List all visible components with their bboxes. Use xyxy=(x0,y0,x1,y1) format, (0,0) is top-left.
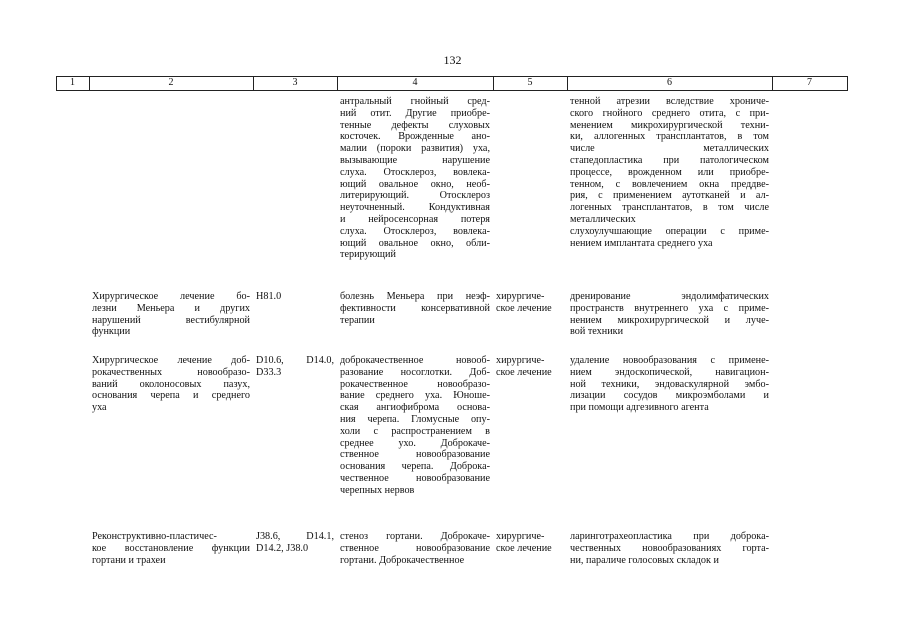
cell-line: ственное новообразование xyxy=(340,542,490,554)
cell-line: логенных трансплантатов, в том числе xyxy=(570,202,769,214)
cell-line: J38.6, D14.1, xyxy=(256,531,334,542)
cell-line: рия, с применением аутотканей и ал- xyxy=(570,190,769,202)
column-number: 1 xyxy=(70,77,75,88)
cell-line: уха xyxy=(92,402,107,414)
cell-line: среднее ухо. Доброкаче- xyxy=(340,437,490,449)
cell-line: менением микрохирургической техни- xyxy=(570,119,769,131)
cell-line: ского гнойного среднего отита, с при- xyxy=(570,107,769,119)
cell-line: нарушений вестибулярной xyxy=(92,314,250,326)
cell-line: хирургиче- xyxy=(496,291,545,302)
cell-line: антральный гнойный сред- xyxy=(340,96,490,107)
cell-line: основания черепа. Доброка- xyxy=(340,461,490,473)
cell-treatment-type xyxy=(496,355,564,379)
cell-line: Реконструктивно-пластичес- xyxy=(92,531,217,542)
cell-line: терапии xyxy=(340,314,375,326)
cell-procedure xyxy=(92,355,250,414)
cell-line: слуха. Отосклероз, вовлека- xyxy=(340,225,490,237)
column-number: 5 xyxy=(527,77,533,88)
cell-line: Хирургическое лечение бо- xyxy=(92,291,250,302)
cell-line: фективности консервативной xyxy=(340,302,490,314)
column-number: 7 xyxy=(807,77,812,88)
cell-line: ки, аллогенных трансплантатов, в том xyxy=(570,131,769,143)
cell-line: холи с распространением в xyxy=(340,425,490,437)
cell-icd-codes xyxy=(256,355,334,379)
table-header-bottom-rule xyxy=(56,90,848,91)
cell-line: литерирующий. Отосклероз xyxy=(340,190,490,202)
cell-line: лезни Меньера и других xyxy=(92,302,250,314)
cell-line: числе металлических xyxy=(570,143,769,155)
cell-line: D14.2, J38.0 xyxy=(256,542,309,554)
cell-line: разование носоглотки. Доб- xyxy=(340,366,490,378)
cell-line: ское лечение xyxy=(496,366,552,378)
cell-diagnosis xyxy=(340,531,490,566)
cell-line: нием эндоскопической, навигацион- xyxy=(570,366,769,378)
cell-method xyxy=(570,531,769,566)
cell-line: ларинготрахеопластика при доброка- xyxy=(570,531,769,542)
cell-line: кое восстановление функции xyxy=(92,542,250,554)
cell-line: ния черепа. Гломусные опу- xyxy=(340,413,490,425)
cell-line: тенные дефекты слуховых xyxy=(340,119,490,131)
cell-line: нением микрохирургической и луче- xyxy=(570,314,769,326)
cell-line: неуточненный. Кондуктивная xyxy=(340,202,490,214)
cell-line: ющий овальное окно, обли- xyxy=(340,237,490,249)
cell-line: гортани и трахеи xyxy=(92,554,166,566)
cell-line: терирующий xyxy=(340,249,396,261)
cell-line: вой техники xyxy=(570,326,624,338)
cell-line: стапедопластика при патологическом xyxy=(570,154,769,166)
cell-line: ной техники, эндоваскулярной эмбо- xyxy=(570,378,769,390)
column-number: 2 xyxy=(168,77,174,88)
cell-line: рокачественное новообразо- xyxy=(340,378,490,390)
column-number: 4 xyxy=(412,77,418,88)
cell-method xyxy=(570,291,769,338)
cell-line: и нейросенсорная потеря xyxy=(340,213,490,225)
cell-treatment-type xyxy=(496,531,564,555)
column-number: 3 xyxy=(292,77,298,88)
cell-line: чественное новообразование xyxy=(340,472,490,484)
cell-line: стеноз гортани. Доброкаче- xyxy=(340,531,490,542)
cell-procedure xyxy=(92,531,250,566)
cell-line: Хирургическое лечение доб- xyxy=(92,355,250,366)
cell-diagnosis xyxy=(340,96,490,261)
cell-line: чественных новообразованиях горта- xyxy=(570,542,769,554)
cell-line: ское лечение xyxy=(496,302,552,314)
column-number: 6 xyxy=(667,77,672,88)
cell-line: вызывающие нарушение xyxy=(340,154,490,166)
cell-line: D33.3 xyxy=(256,366,282,378)
cell-method xyxy=(570,355,769,414)
cell-line: ское лечение xyxy=(496,542,552,554)
page-number: 132 xyxy=(443,53,462,67)
cell-line: нением имплантата среднего уха xyxy=(570,237,713,249)
header-divider xyxy=(847,77,848,90)
cell-procedure xyxy=(92,291,250,338)
cell-line: вание среднего уха. Юноше- xyxy=(340,390,490,402)
cell-line: при помощи адгезивного агента xyxy=(570,402,709,414)
cell-line: болезнь Меньера при неэф- xyxy=(340,291,490,302)
cell-line: ваний околоносовых пазух, xyxy=(92,378,250,390)
cell-line: основания черепа и среднего xyxy=(92,390,250,402)
cell-line: тенной атрезии вследствие хрониче- xyxy=(570,96,769,107)
cell-line: доброкачественное новооб- xyxy=(340,355,490,366)
cell-line: ющий овальное окно, необ- xyxy=(340,178,490,190)
cell-method xyxy=(570,96,769,249)
cell-line: гортани. Доброкачественное xyxy=(340,554,465,566)
cell-line: ний отит. Другие приобре- xyxy=(340,107,490,119)
cell-line: ская ангиофиброма основа- xyxy=(340,402,490,414)
cell-line: удаление новообразования с примене- xyxy=(570,355,769,366)
cell-line: функции xyxy=(92,326,131,338)
cell-line: ственное новообразование xyxy=(340,449,490,461)
cell-line: черепных нервов xyxy=(340,484,415,496)
cell-line: D10.6, D14.0, xyxy=(256,355,334,366)
cell-line: лизации сосудов микроэмболами и xyxy=(570,390,769,402)
cell-line: малии (пороки развития) уха, xyxy=(340,143,490,155)
cell-icd-codes xyxy=(256,291,334,303)
cell-line: пространств внутреннего уха с приме- xyxy=(570,302,769,314)
cell-line: косточек. Врожденные ано- xyxy=(340,131,490,143)
cell-line: хирургиче- xyxy=(496,531,545,542)
cell-diagnosis xyxy=(340,291,490,326)
cell-diagnosis xyxy=(340,355,490,497)
cell-line: тенном, с вовлечением окна преддве- xyxy=(570,178,769,190)
cell-line: процессе, врожденном или приобре- xyxy=(570,166,769,178)
cell-icd-codes xyxy=(256,531,334,555)
cell-line: слуха. Отосклероз, вовлека- xyxy=(340,166,490,178)
cell-line: хирургиче- xyxy=(496,355,545,366)
cell-treatment-type xyxy=(496,291,564,315)
cell-line: ни, параличе голосовых складок и xyxy=(570,554,719,566)
cell-line: слухоулучшающие операции с приме- xyxy=(570,225,769,237)
cell-line: дренирование эндолимфатических xyxy=(570,291,769,302)
cell-line: металлических xyxy=(570,213,636,225)
cell-line: H81.0 xyxy=(256,291,282,302)
cell-line: рокачественных новообразо- xyxy=(92,366,250,378)
